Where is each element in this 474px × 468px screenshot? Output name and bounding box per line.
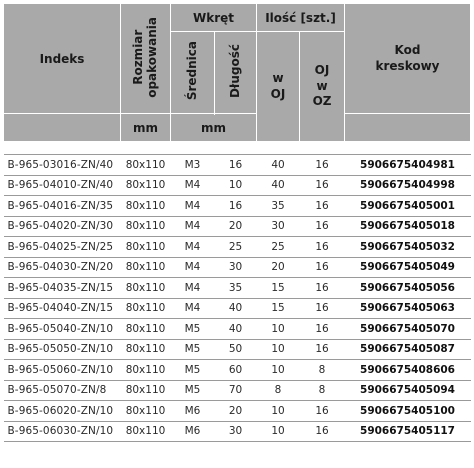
cell-dlugosc: 20 <box>215 216 257 237</box>
header-rozmiar-text: Rozmiar opakowania <box>130 16 159 98</box>
cell-kod-kreskowy: 5906675405056 <box>345 278 471 299</box>
cell-rozmiar-opakowania: 80x110 <box>121 339 171 360</box>
cell-dlugosc: 10 <box>215 175 257 196</box>
header-indeks: Indeks <box>4 4 121 114</box>
table-header <box>4 4 471 142</box>
cell-rozmiar-opakowania: 80x110 <box>121 175 171 196</box>
cell-indeks: B-965-05060-ZN/10 <box>4 360 121 381</box>
cell-ilosc-w-oj: 10 <box>257 360 300 381</box>
cell-srednica: M6 <box>171 421 215 442</box>
table-row <box>4 421 471 442</box>
cell-dlugosc: 70 <box>215 380 257 401</box>
cell-ilosc-w-oj: 40 <box>257 155 300 176</box>
cell-rozmiar-opakowania: 80x110 <box>121 155 171 176</box>
header-ilosc: Ilość [szt.] <box>257 4 345 32</box>
header-oj-w-oz: OJ w OZ <box>300 32 345 142</box>
cell-ilosc-oj-w-oz: 16 <box>300 319 345 340</box>
table-row <box>4 278 471 299</box>
cell-rozmiar-opakowania: 80x110 <box>121 360 171 381</box>
cell-ilosc-oj-w-oz: 16 <box>300 257 345 278</box>
cell-ilosc-w-oj: 15 <box>257 278 300 299</box>
cell-rozmiar-opakowania: 80x110 <box>121 319 171 340</box>
cell-srednica: M4 <box>171 196 215 217</box>
table-row <box>4 360 471 381</box>
cell-kod-kreskowy: 5906675405018 <box>345 216 471 237</box>
table-row <box>4 401 471 422</box>
cell-dlugosc: 30 <box>215 421 257 442</box>
cell-ilosc-w-oj: 10 <box>257 421 300 442</box>
header-srednica: Średnica <box>171 32 215 114</box>
cell-dlugosc: 60 <box>215 360 257 381</box>
cell-kod-kreskowy: 5906675404998 <box>345 175 471 196</box>
table-body <box>4 142 471 442</box>
cell-srednica: M5 <box>171 339 215 360</box>
table-row <box>4 339 471 360</box>
cell-kod-kreskowy: 5906675405100 <box>345 401 471 422</box>
cell-kod-kreskowy: 5906675408606 <box>345 360 471 381</box>
cell-ilosc-w-oj: 20 <box>257 257 300 278</box>
cell-kod-kreskowy: 5906675405049 <box>345 257 471 278</box>
cell-indeks: B-965-04020-ZN/30 <box>4 216 121 237</box>
cell-srednica: M6 <box>171 401 215 422</box>
cell-ilosc-w-oj: 10 <box>257 339 300 360</box>
cell-rozmiar-opakowania: 80x110 <box>121 257 171 278</box>
spacer-row <box>4 142 471 155</box>
header-rozmiar-opakowania <box>121 4 171 114</box>
cell-indeks: B-965-06020-ZN/10 <box>4 401 121 422</box>
cell-kod-kreskowy: 5906675405117 <box>345 421 471 442</box>
cell-rozmiar-opakowania: 80x110 <box>121 237 171 258</box>
cell-rozmiar-opakowania: 80x110 <box>121 401 171 422</box>
cell-ilosc-oj-w-oz: 16 <box>300 155 345 176</box>
cell-ilosc-oj-w-oz: 16 <box>300 216 345 237</box>
cell-ilosc-w-oj: 15 <box>257 298 300 319</box>
cell-rozmiar-opakowania: 80x110 <box>121 216 171 237</box>
cell-rozmiar-opakowania: 80x110 <box>121 196 171 217</box>
cell-dlugosc: 30 <box>215 257 257 278</box>
cell-ilosc-w-oj: 40 <box>257 175 300 196</box>
cell-ilosc-oj-w-oz: 16 <box>300 421 345 442</box>
cell-dlugosc: 20 <box>215 401 257 422</box>
cell-ilosc-w-oj: 30 <box>257 216 300 237</box>
product-table <box>3 3 471 442</box>
header-dlugosc: Długość <box>215 32 257 114</box>
cell-srednica: M4 <box>171 216 215 237</box>
cell-ilosc-oj-w-oz: 8 <box>300 360 345 381</box>
table-row <box>4 155 471 176</box>
cell-dlugosc: 40 <box>215 319 257 340</box>
header-w-oj: w OJ <box>257 32 300 142</box>
cell-ilosc-oj-w-oz: 16 <box>300 401 345 422</box>
table-row <box>4 175 471 196</box>
table-row <box>4 319 471 340</box>
cell-kod-kreskowy: 5906675405094 <box>345 380 471 401</box>
cell-kod-kreskowy: 5906675404981 <box>345 155 471 176</box>
cell-srednica: M5 <box>171 380 215 401</box>
cell-indeks: B-965-04016-ZN/35 <box>4 196 121 217</box>
cell-ilosc-oj-w-oz: 16 <box>300 278 345 299</box>
table-row <box>4 257 471 278</box>
cell-ilosc-oj-w-oz: 16 <box>300 175 345 196</box>
cell-indeks: B-965-05070-ZN/8 <box>4 380 121 401</box>
cell-srednica: M3 <box>171 155 215 176</box>
cell-rozmiar-opakowania: 80x110 <box>121 380 171 401</box>
cell-dlugosc: 25 <box>215 237 257 258</box>
header-indeks-unit-blank <box>4 114 121 142</box>
cell-srednica: M4 <box>171 175 215 196</box>
cell-indeks: B-965-03016-ZN/40 <box>4 155 121 176</box>
header-kod-kreskowy: Kod kreskowy <box>345 4 471 114</box>
header-wkret: Wkręt <box>171 4 257 32</box>
cell-indeks: B-965-04030-ZN/20 <box>4 257 121 278</box>
table-row <box>4 216 471 237</box>
cell-dlugosc: 40 <box>215 298 257 319</box>
cell-dlugosc: 16 <box>215 196 257 217</box>
cell-ilosc-oj-w-oz: 16 <box>300 339 345 360</box>
table-row <box>4 380 471 401</box>
cell-ilosc-oj-w-oz: 8 <box>300 380 345 401</box>
cell-srednica: M4 <box>171 257 215 278</box>
cell-indeks: B-965-05050-ZN/10 <box>4 339 121 360</box>
cell-dlugosc: 35 <box>215 278 257 299</box>
cell-ilosc-w-oj: 25 <box>257 237 300 258</box>
cell-kod-kreskowy: 5906675405032 <box>345 237 471 258</box>
cell-srednica: M4 <box>171 298 215 319</box>
cell-ilosc-w-oj: 10 <box>257 319 300 340</box>
cell-ilosc-w-oj: 8 <box>257 380 300 401</box>
cell-ilosc-oj-w-oz: 16 <box>300 237 345 258</box>
cell-ilosc-oj-w-oz: 16 <box>300 196 345 217</box>
cell-dlugosc: 50 <box>215 339 257 360</box>
cell-kod-kreskowy: 5906675405070 <box>345 319 471 340</box>
header-unit-mm: mm <box>121 114 171 142</box>
table-row <box>4 298 471 319</box>
cell-srednica: M4 <box>171 278 215 299</box>
cell-ilosc-w-oj: 10 <box>257 401 300 422</box>
cell-srednica: M4 <box>171 237 215 258</box>
cell-srednica: M5 <box>171 319 215 340</box>
cell-kod-kreskowy: 5906675405001 <box>345 196 471 217</box>
cell-indeks: B-965-05040-ZN/10 <box>4 319 121 340</box>
cell-kod-kreskowy: 5906675405087 <box>345 339 471 360</box>
header-unit-mm-wkret: mm <box>171 114 257 142</box>
cell-rozmiar-opakowania: 80x110 <box>121 278 171 299</box>
cell-rozmiar-opakowania: 80x110 <box>121 298 171 319</box>
cell-indeks: B-965-04040-ZN/15 <box>4 298 121 319</box>
header-kod-unit-blank <box>345 114 471 142</box>
table-row <box>4 237 471 258</box>
cell-indeks: B-965-06030-ZN/10 <box>4 421 121 442</box>
table-row <box>4 196 471 217</box>
cell-ilosc-oj-w-oz: 16 <box>300 298 345 319</box>
cell-indeks: B-965-04010-ZN/40 <box>4 175 121 196</box>
cell-kod-kreskowy: 5906675405063 <box>345 298 471 319</box>
cell-dlugosc: 16 <box>215 155 257 176</box>
cell-indeks: B-965-04035-ZN/15 <box>4 278 121 299</box>
cell-ilosc-w-oj: 35 <box>257 196 300 217</box>
cell-rozmiar-opakowania: 80x110 <box>121 421 171 442</box>
cell-indeks: B-965-04025-ZN/25 <box>4 237 121 258</box>
cell-srednica: M5 <box>171 360 215 381</box>
